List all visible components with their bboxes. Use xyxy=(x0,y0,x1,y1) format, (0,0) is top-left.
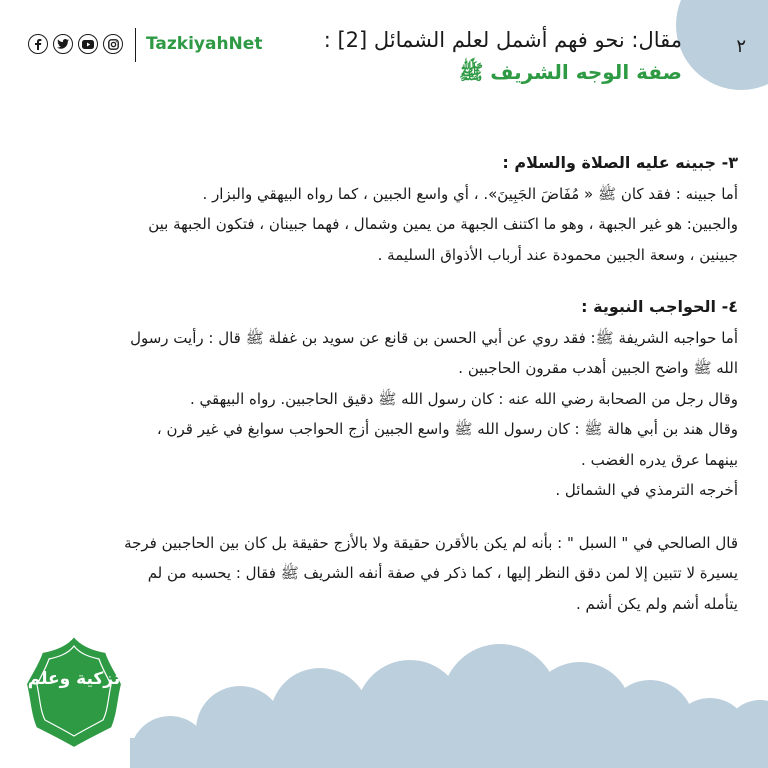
text-line: أما حواجبه الشريفة ﷺ: فقد روي عن أبي الحسن بن قانع عن سويد بن غفلة ﷺ قال : رأيت رسول xyxy=(130,328,738,347)
text-line: أخرجه الترمذي في الشمائل . xyxy=(555,481,738,499)
article-body xyxy=(26,148,738,619)
page-number: ٢ xyxy=(736,36,746,57)
section-heading: ٤- الحواجب النبوية : xyxy=(581,297,738,316)
text-line: قال الصالحي في " السبل " : بأنه لم يكن بالأقرن حقيقة ولا بالأزج حقيقة بل كان بين الحاجبين فرجة xyxy=(124,533,738,552)
text-line: جبينين ، وسعة الجبين محمودة عند أرباب الأذواق السليمة . xyxy=(377,245,738,264)
article-subtitle: صفة الوجه الشريف ﷺ xyxy=(459,60,682,84)
tazkiyah-logo xyxy=(24,632,124,752)
logo-text: تزكية وعلم xyxy=(27,669,121,689)
twitter-icon[interactable] xyxy=(53,34,73,54)
header-divider xyxy=(135,28,136,62)
text-line: أما جبينه : فقد كان ﷺ « مُفَاضَ الجَبِينَ». ، أي واسع الجبين ، كما رواه البيهقي والبزار . xyxy=(202,184,738,203)
text-line: وقال هند بن أبي هالة ﷺ : كان رسول الله ﷺ واسع الجبين أزج الحواجب سوابغ في غير قرن ، xyxy=(156,420,738,438)
text-line: الله ﷺ واضح الجبين أهدب مقرون الحاجبين . xyxy=(458,359,738,377)
text-line: بينهما عرق يدره الغضب . xyxy=(581,450,738,469)
instagram-icon[interactable] xyxy=(103,34,123,54)
social-links xyxy=(28,34,123,54)
text-line: يسيرة لا تتبين إلا لمن دقق النظر إليها ، كما ذكر في صفة أنفه الشريف ﷺ فقال : يحسبه من لم xyxy=(147,564,738,582)
facebook-icon[interactable] xyxy=(28,34,48,54)
section-heading: ٣- جبينه عليه الصلاة والسلام : xyxy=(502,153,738,172)
youtube-icon[interactable] xyxy=(78,34,98,54)
text-line: يتأمله أشم ولم يكن أشم . xyxy=(575,594,738,613)
text-line: وقال رجل من الصحابة رضي الله عنه : كان رسول الله ﷺ دقيق الحاجبين. رواه البيهقي . xyxy=(189,389,738,408)
corner-decoration xyxy=(676,0,768,90)
brand-name[interactable]: TazkiyahNet xyxy=(146,34,263,54)
article-title: مقال: نحو فهم أشمل لعلم الشمائل [2] : xyxy=(323,28,682,52)
text-line: والجبين: هو غير الجبهة ، وهو ما اكتنف الجبهة من يمين وشمال ، فهما جبينان ، فتكون الجبهة بين xyxy=(148,215,738,233)
